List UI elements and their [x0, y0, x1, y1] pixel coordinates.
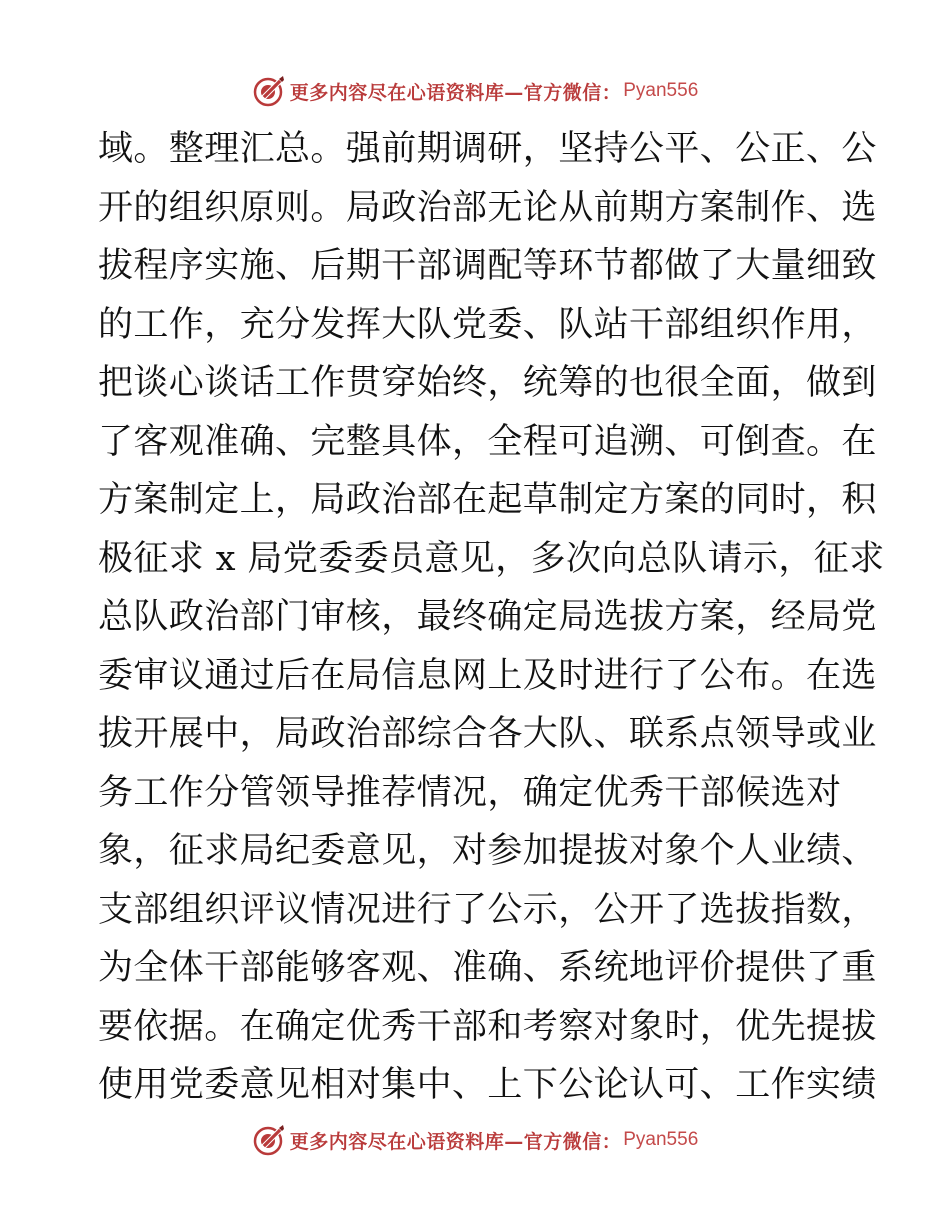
body-line: 总队政治部门审核，最终确定局选拔方案，经局党 [98, 597, 877, 637]
footer-text: 更多内容尽在心语资料库—官方微信： [289, 1130, 622, 1153]
header-text: 更多内容尽在心语资料库—官方微信： [289, 81, 622, 104]
body-line: 了客观准确、完整具体，全程可追溯、可倒查。在 [98, 421, 877, 462]
body-line: 把谈心谈话工作贯穿始终，统筹的也很全面，做到 [98, 363, 877, 403]
body-line: 为全体干部能够客观、准确、系统地评价提供了重 [98, 948, 877, 988]
body-line: 极征求 x 局党委委员意见，多次向总队请示，征求 [98, 538, 885, 579]
body-line: 拔程序实施、后期干部调配等环节都做了大量细致 [98, 246, 877, 286]
header-banner [0, 71, 950, 111]
document-body [98, 120, 885, 1115]
header-wechat-id: Pyan556 [623, 80, 699, 101]
body-line: 开的组织原则。局政治部无论从前期方案制作、选 [98, 187, 877, 228]
body-line: 象，征求局纪委意见，对参加提拔对象个人业绩、 [98, 831, 877, 871]
footer-wechat-id: Pyan556 [623, 1129, 699, 1150]
body-line: 使用党委意见相对集中、上下公论认可、工作实绩 [98, 1065, 877, 1105]
body-line: 委审议通过后在局信息网上及时进行了公布。在选 [98, 655, 877, 696]
body-line: 要依据。在确定优秀干部和考察对象时，优先提拔 [98, 1006, 877, 1047]
pen-logo-icon [252, 74, 286, 108]
body-line: 域。整理汇总。强前期调研，坚持公平、公正、公 [98, 129, 877, 169]
body-line: 拔开展中，局政治部综合各大队、联系点领导或业 [98, 714, 877, 754]
body-line: 务工作分管领导推荐情况，确定优秀干部候选对 [98, 772, 842, 813]
body-line: 支部组织评议情况进行了公示，公开了选拔指数， [98, 889, 877, 930]
body-line: 方案制定上，局政治部在起草制定方案的同时，积 [98, 480, 877, 520]
footer-banner [0, 1120, 950, 1160]
pen-logo-icon [252, 1123, 286, 1157]
body-line: 的工作，充分发挥大队党委、队站干部组织作用， [98, 304, 877, 345]
